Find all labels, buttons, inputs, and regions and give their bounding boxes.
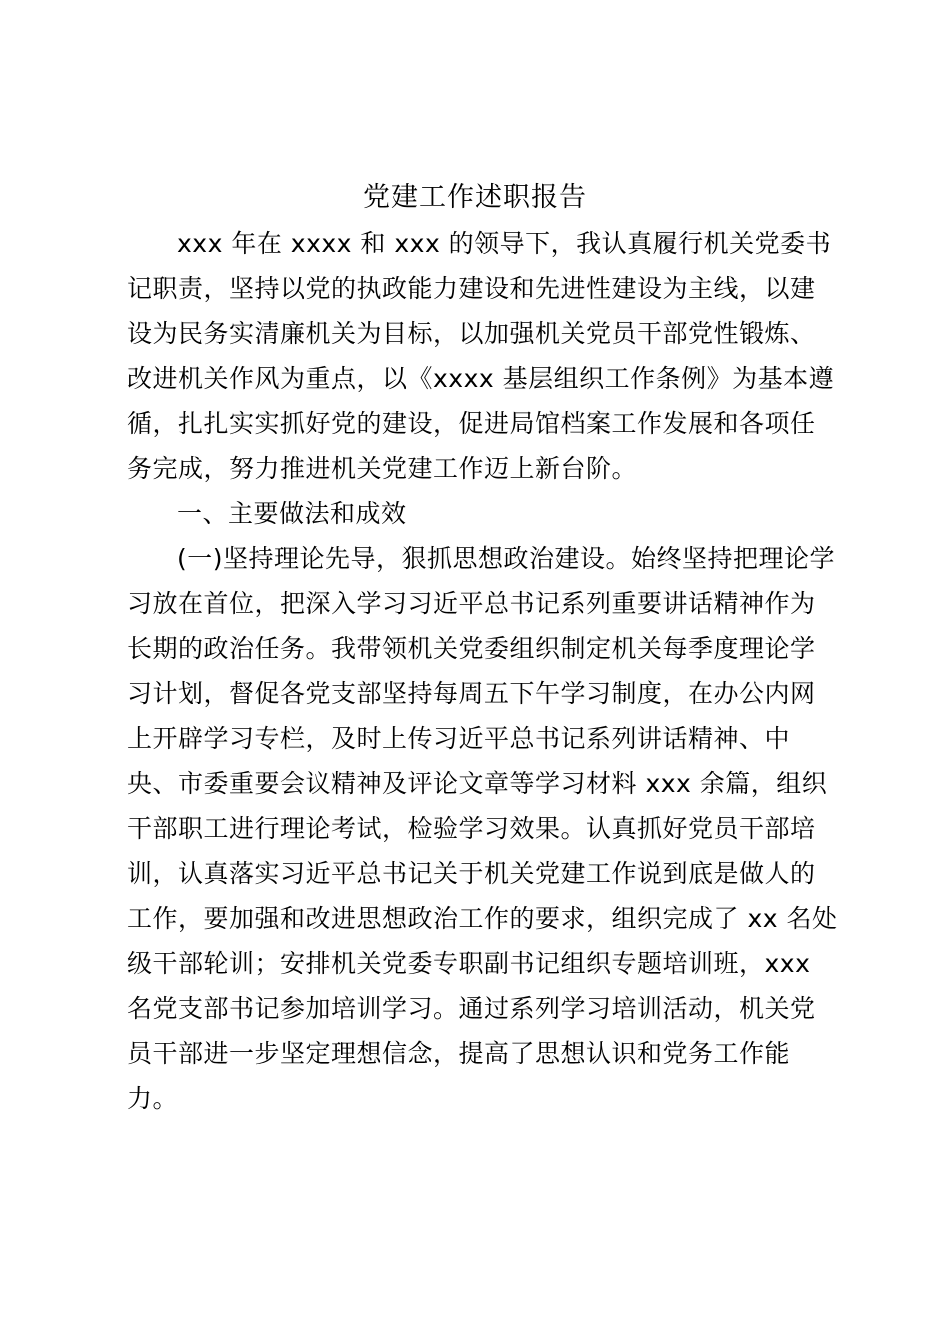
paragraph-line: 央、市委重要会议精神及评论文章等学习材料 xxx 余篇，组织 xyxy=(127,769,828,798)
paragraph-line: 设为民务实清廉机关为目标，以加强机关党员干部党性锻炼、 xyxy=(127,319,816,348)
paragraph-line: 长期的政治任务。我带领机关党委组织制定机关每季度理论学 xyxy=(127,634,816,663)
paragraph-line: 务完成，努力推进机关党建工作迈上新台阶。 xyxy=(127,454,638,483)
paragraph-line: 习放在首位，把深入学习习近平总书记系列重要讲话精神作为 xyxy=(127,589,816,618)
paragraph-line: 工作，要加强和改进思想政治工作的要求，组织完成了 xx 名处 xyxy=(127,904,838,933)
paragraph-line: 习计划，督促各党支部坚持每周五下午学习制度，在办公内网 xyxy=(127,679,816,708)
paragraph-line: 训，认真落实习近平总书记关于机关党建工作说到底是做人的 xyxy=(127,859,816,888)
paragraph-line: xxx 年在 xxxx 和 xxx 的领导下，我认真履行机关党委书 xyxy=(177,229,832,258)
paragraph-line: 上开辟学习专栏，及时上传习近平总书记系列讲话精神、中 xyxy=(127,724,791,753)
paragraph-line: 名党支部书记参加培训学习。通过系列学习培训活动，机关党 xyxy=(127,994,816,1023)
section-heading-text: 一、主要做法和成效 xyxy=(177,499,407,528)
paragraph-line: 记职责，坚持以党的执政能力建设和先进性建设为主线，以建 xyxy=(127,274,816,303)
paragraph-line: 改进机关作风为重点，以《xxxx 基层组织工作条例》为基本遵 xyxy=(127,364,835,393)
paragraph-line: 级干部轮训；安排机关党委专职副书记组织专题培训班，xxx xyxy=(127,949,811,978)
paragraph-line: 员干部进一步坚定理想信念，提高了思想认识和党务工作能 xyxy=(127,1039,791,1068)
paragraph-line: 循，扎扎实实抓好党的建设，促进局馆档案工作发展和各项任 xyxy=(127,409,816,438)
document-title: 党建工作述职报告 xyxy=(363,182,587,213)
paragraph-line: 干部职工进行理论考试，检验学习效果。认真抓好党员干部培 xyxy=(127,814,816,843)
paragraph-line: 力。 xyxy=(127,1084,179,1113)
paragraph-line: (一)坚持理论先导，狠抓思想政治建设。始终坚持把理论学 xyxy=(177,544,836,573)
